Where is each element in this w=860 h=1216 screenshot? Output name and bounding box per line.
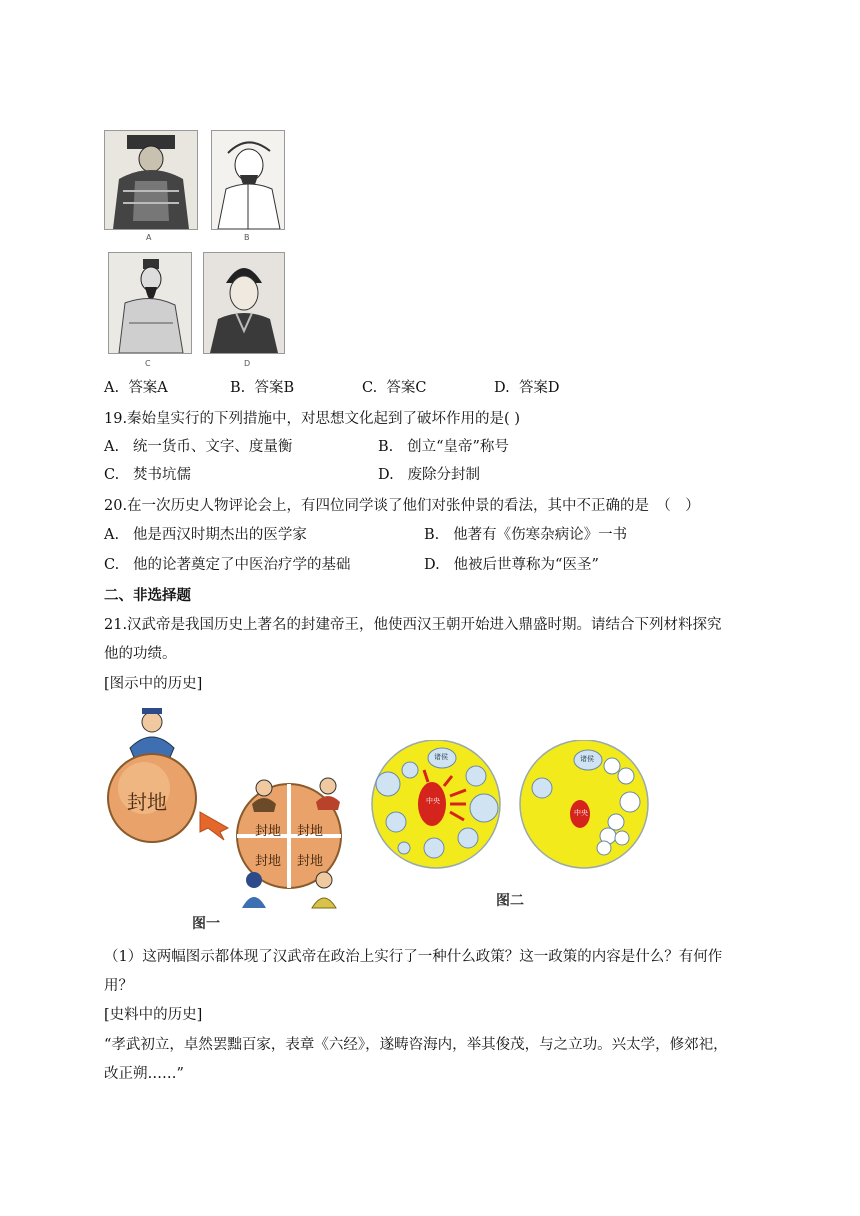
q18-option-a[interactable] bbox=[104, 378, 168, 398]
option-text: 答案B bbox=[254, 380, 295, 396]
q20-option-c[interactable] bbox=[104, 555, 351, 575]
q20-stem: 20.在一次历史人物评论会上，有四位同学谈了他们对张仲景的看法，其中不正确的是 （ ） bbox=[104, 498, 700, 514]
q19-option-c[interactable] bbox=[104, 465, 191, 485]
q19-option-a[interactable] bbox=[104, 437, 292, 457]
figure-2-right-lord-label: 诸侯 bbox=[580, 755, 594, 763]
portrait-b-caption: B bbox=[244, 233, 250, 242]
option-text: 统一货币、文字、度量衡 bbox=[132, 439, 293, 455]
q20-option-b[interactable] bbox=[424, 525, 627, 545]
portrait-d-caption: D bbox=[244, 359, 251, 368]
option-letter: C. bbox=[362, 380, 378, 396]
q21-stem-line2: 他的功绩。 bbox=[104, 646, 177, 662]
option-text: 创立“皇帝”称号 bbox=[407, 439, 509, 455]
portrait-a-image bbox=[104, 130, 198, 230]
figure-2-drawing bbox=[368, 740, 658, 870]
q19-option-d[interactable] bbox=[378, 465, 480, 485]
figure-2-left-lord-label: 诸侯 bbox=[434, 753, 448, 761]
option-text: 焚书坑儒 bbox=[133, 467, 192, 483]
option-letter: B. bbox=[230, 380, 246, 396]
figure-1-label: 图一 bbox=[192, 916, 220, 932]
q19-option-b[interactable] bbox=[378, 437, 509, 457]
option-letter: D. bbox=[378, 467, 394, 483]
option-letter: A. bbox=[104, 439, 120, 455]
portrait-d-image bbox=[203, 252, 285, 354]
portrait-c-caption: C bbox=[145, 359, 151, 368]
q21-quote-line2: 改正朔……” bbox=[104, 1066, 184, 1082]
q21-stem-line1: 21.汉武帝是我国历史上著名的封建帝王，他使西汉王朝开始进入鼎盛时期。请结合下列材料探究 bbox=[104, 617, 722, 633]
option-letter: C. bbox=[104, 557, 120, 573]
figure-1-fief-label-4: 封地 bbox=[297, 854, 324, 869]
q20-option-a[interactable] bbox=[104, 525, 307, 545]
option-letter: A. bbox=[104, 380, 120, 396]
figure-2 bbox=[368, 740, 658, 870]
option-letter: A. bbox=[104, 527, 120, 543]
section-title: 二、非选择题 bbox=[104, 588, 191, 604]
q18-option-d[interactable] bbox=[494, 378, 560, 398]
option-letter: D. bbox=[494, 380, 510, 396]
q21-part1-heading: [图示中的历史] bbox=[104, 676, 203, 692]
portrait-a-caption: A bbox=[146, 233, 152, 242]
option-text: 他的论著奠定了中医治疗学的基础 bbox=[133, 557, 351, 573]
figure-2-left-center-label: 中央 bbox=[426, 797, 440, 805]
option-text: 答案A bbox=[128, 380, 168, 396]
option-text: 答案C bbox=[386, 380, 427, 396]
figure-1-big-fief-label: 封地 bbox=[127, 790, 167, 814]
option-letter: C. bbox=[104, 467, 120, 483]
option-letter: B. bbox=[424, 527, 440, 543]
q21-quote-line1: “孝武初立，卓然罢黜百家，表章《六经》，遂畴咨海内，举其俊茂，与之立功。兴太学，修郊祀， bbox=[104, 1037, 728, 1053]
figure-2-right-center-label: 中央 bbox=[574, 809, 588, 817]
portrait-b-image bbox=[211, 130, 285, 230]
option-letter: B. bbox=[378, 439, 394, 455]
option-text: 废除分封制 bbox=[407, 467, 481, 483]
option-text: 他被后世尊称为“医圣” bbox=[453, 557, 599, 573]
figure-1 bbox=[104, 708, 364, 938]
q19-stem: 19.秦始皇实行的下列措施中，对思想文化起到了破坏作用的是( ) bbox=[104, 411, 520, 427]
figure-1-fief-label-3: 封地 bbox=[255, 854, 282, 869]
q18-option-c[interactable] bbox=[362, 378, 427, 398]
portrait-c-image bbox=[108, 252, 192, 354]
option-text: 答案D bbox=[518, 380, 560, 396]
q21-part2-heading: [史料中的历史] bbox=[104, 1007, 203, 1023]
figure-1-fief-label-2: 封地 bbox=[297, 824, 324, 839]
q18-option-b[interactable] bbox=[230, 378, 294, 398]
figure-2-label: 图二 bbox=[496, 893, 524, 909]
q21-sub1-line2: 用？ bbox=[104, 978, 133, 994]
q21-sub1-line1: （1）这两幅图示都体现了汉武帝在政治上实行了一种什么政策？这一政策的内容是什么？有何作 bbox=[104, 949, 723, 965]
option-text: 他是西汉时期杰出的医学家 bbox=[132, 527, 307, 543]
option-text: 他著有《伤寒杂病论》一书 bbox=[453, 527, 628, 543]
q20-option-d[interactable] bbox=[424, 555, 599, 575]
option-letter: D. bbox=[424, 557, 440, 573]
figure-1-fief-label-1: 封地 bbox=[255, 824, 282, 839]
